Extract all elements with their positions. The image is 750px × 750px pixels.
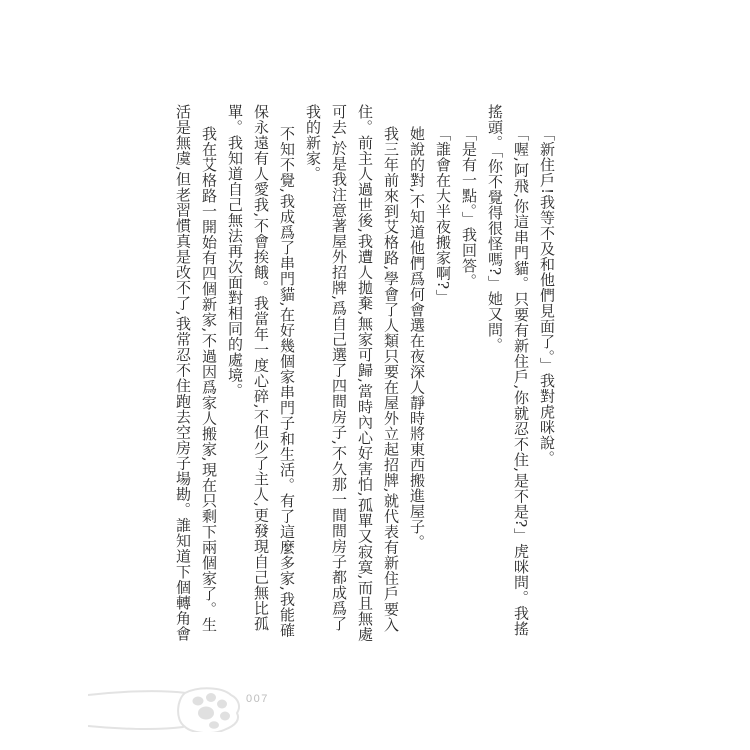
- page-footer: [0, 683, 300, 733]
- page-number: 007: [246, 693, 269, 705]
- paragraph-dialogue-4: 「誰會在大半夜搬家啊?」: [434, 126, 452, 306]
- paragraph-narration-1: 她說的對,不知道他們爲何會選在夜深人靜時將東西搬進屋子。: [408, 126, 426, 550]
- paragraph-dialogue-1: 「新住戶!我等不及和他們見面了。」我對虎咪說。: [538, 126, 556, 467]
- body-text-block: [170, 104, 560, 646]
- paragraph-narration-3: 不知不覺,我成爲了串門貓,在好幾個家串門子和生活。有了這麼多家,我能確保永遠有人愛我,不會挨餓。我當年一度心碎,不但少了主人,更發現自己無比孤單。我知道自己無法再次面對相同的處境。: [226, 104, 296, 638]
- paragraph-dialogue-2: 「喔,阿飛,你這串門貓。只要有新住戶,你就忍不住,是不是?」虎咪問。我搖搖頭。「你不覺得很怪嗎?」她又問。: [486, 104, 530, 637]
- paragraph-narration-4: 我在艾格路一開始有四個新家,不過因爲家人搬家,現在只剩下兩個家了。生活是無虞,但老習慣真是改不了,我常忍不住跑去空房子場勘。誰知道下個轉角會: [174, 104, 218, 642]
- paragraph-dialogue-3: 「是有一點。」我回答。: [460, 126, 478, 289]
- paragraph-narration-2: 我三年前來到艾格路,學會了人類只要在屋外立起招牌,就代表有新住戶要入住。前主人過世後,我遭人拋棄,無家可歸,當時內心好害怕,孤單又寂寞,而且無處可去,於是我注意著屋外招牌,爲自己選了四間房子,不久那一間間房子都成爲了我的新家。: [304, 104, 400, 642]
- cat-paw-icon: [88, 686, 248, 732]
